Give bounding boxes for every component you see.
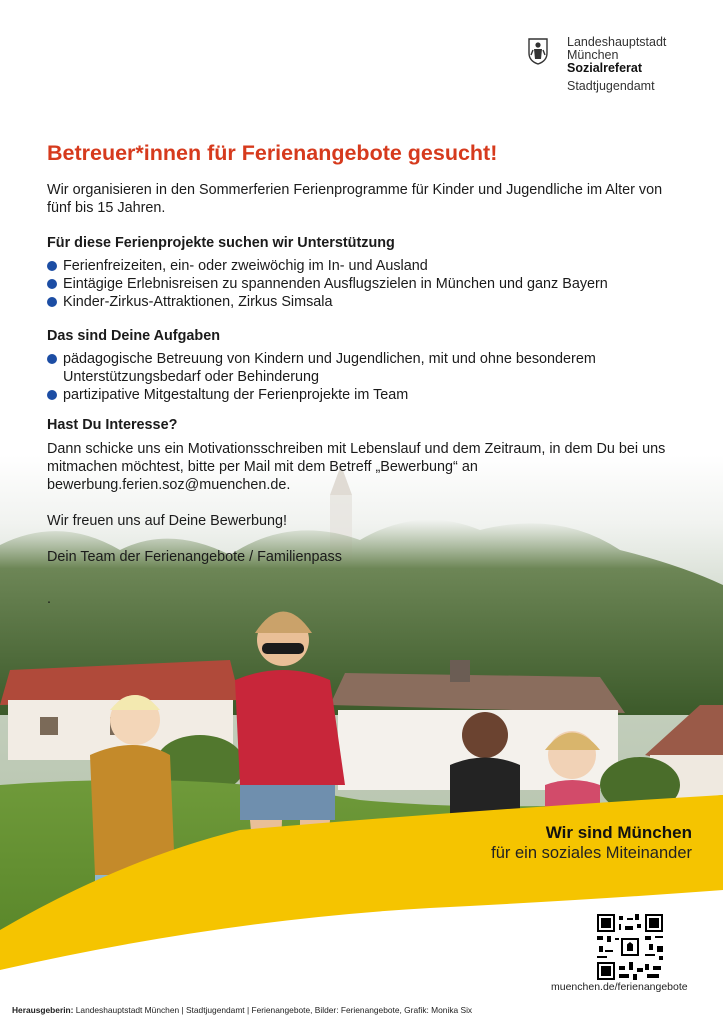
closing-text: Wir freuen uns auf Deine Bewerbung! — [47, 513, 287, 529]
intro-text: Wir organisieren in den Sommerferien Ferienprogramme für Kinder und Jugendliche im Alter von fünf bis 15 Jahren. — [47, 182, 663, 216]
section-heading-interest: Hast Du Interesse? — [47, 417, 178, 433]
section-heading-projects: Für diese Ferienprojekte suchen wir Unterstützung — [47, 235, 395, 251]
list-item: pädagogische Betreuung von Kindern und Jugendlichen, mit und ohne besonderem Unterstützungsbedarf oder Behinderung — [47, 350, 673, 386]
logo-line-munich: München — [567, 48, 619, 62]
bullet-icon — [47, 390, 57, 400]
section-heading-tasks: Das sind Deine Aufgaben — [47, 328, 220, 344]
footer-label: Herausgeberin: — [12, 1005, 74, 1015]
footer-text: Landeshauptstadt München | Stadtjugendamt | Ferienangebote, Bilder: Ferienangebote, Grafik: Monika Six — [73, 1005, 473, 1015]
page-title: Betreuer*innen für Ferienangebote gesucht! — [47, 141, 498, 165]
qr-caption-url[interactable]: muenchen.de/ferienangebote — [551, 981, 688, 993]
list-item: Eintägige Erlebnisreisen zu spannenden Ausflugszielen in München und ganz Bayern — [47, 275, 687, 293]
application-instructions: Dann schicke uns ein Motivationsschreiben mit Lebenslauf und dem Zeitraum, in dem Du bei uns mitmachen möchtest, bitte per Mail mit dem Betreff „Bewerbung“ an bewerbung.ferien.soz@muenchen.de. — [47, 441, 666, 493]
list-item: Ferienfreizeiten, ein- oder zweiwöchig im In- und Ausland — [47, 257, 687, 275]
bullet-icon — [47, 354, 57, 364]
city-logo — [527, 36, 707, 106]
slogan-subtitle: für ein soziales Miteinander — [491, 844, 692, 862]
footer-credits — [12, 1005, 472, 1015]
stray-dot: . — [47, 591, 51, 607]
main-content — [47, 181, 687, 608]
logo-line-city: Landeshauptstadt — [567, 35, 667, 49]
logo-line-office: Stadtjugendamt — [567, 79, 655, 93]
munich-crest-icon — [527, 37, 549, 65]
tasks-list — [47, 350, 687, 404]
logo-line-department: Sozialreferat — [567, 61, 643, 75]
qr-code[interactable] — [597, 914, 663, 980]
slogan — [491, 822, 692, 864]
list-item: partizipative Mitgestaltung der Ferienprojekte im Team — [47, 386, 687, 404]
bullet-icon — [47, 297, 57, 307]
bullet-icon — [47, 261, 57, 271]
signature-text: Dein Team der Ferienangebote / Familienpass — [47, 549, 342, 565]
bullet-icon — [47, 279, 57, 289]
projects-list — [47, 257, 687, 311]
list-item: Kinder-Zirkus-Attraktionen, Zirkus Simsala — [47, 293, 687, 311]
slogan-title: Wir sind München — [545, 823, 692, 842]
